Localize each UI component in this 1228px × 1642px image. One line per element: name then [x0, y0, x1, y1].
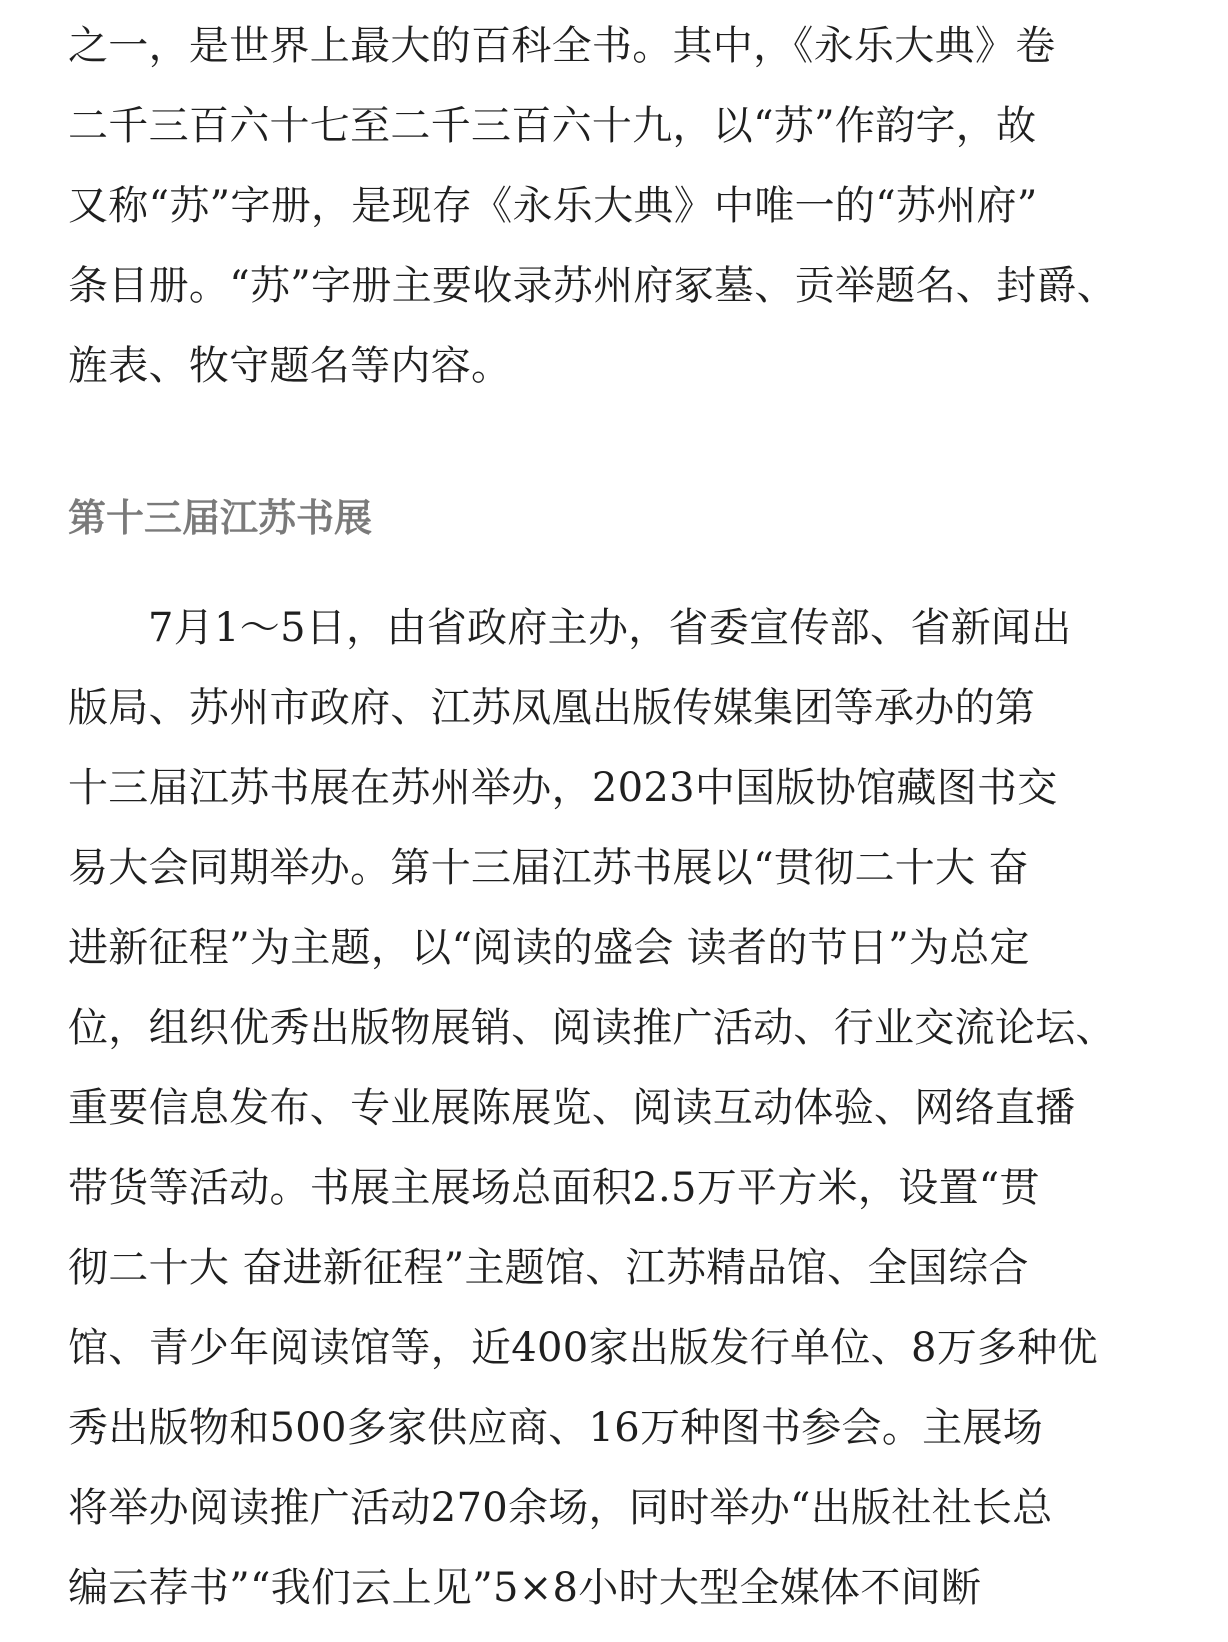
text-line: 秀出版物和500多家供应商、16万种图书参会。主展场	[68, 1405, 1044, 1451]
text-line: 版局、苏州市政府、江苏凤凰出版传媒集团等承办的第	[68, 685, 1036, 731]
text-line: 重要信息发布、专业展陈展览、阅读互动体验、网络直播	[68, 1085, 1076, 1131]
text-line: 7月1～5日，由省政府主办，省委宣传部、省新闻出	[148, 605, 1072, 651]
text-line: 又称“苏”字册，是现存《永乐大典》中唯一的“苏州府”	[68, 183, 1038, 229]
text-line: 之一，是世界上最大的百科全书。其中，《永乐大典》卷	[68, 23, 1056, 69]
text-line: 编云荐书”“我们云上见”5×8小时大型全媒体不间断	[68, 1565, 982, 1611]
text-line: 位，组织优秀出版物展销、阅读推广活动、行业交流论坛、	[68, 1005, 1116, 1051]
text-line: 进新征程”为主题，以“阅读的盛会 读者的节日”为总定	[68, 925, 1030, 971]
paragraph-book-fair	[68, 588, 1164, 1628]
text-line: 易大会同期举办。第十三届江苏书展以“贯彻二十大 奋	[68, 845, 1029, 891]
paragraph-continued	[68, 6, 1164, 406]
text-line: 十三届江苏书展在苏州举办，2023中国版协馆藏图书交	[68, 765, 1058, 811]
text-line: 旌表、牧守题名等内容。	[68, 343, 512, 389]
section-heading: 第十三届江苏书展	[68, 496, 373, 540]
text-line: 带货等活动。书展主展场总面积2.5万平方米，设置“贯	[68, 1165, 1040, 1211]
text-line: 将举办阅读推广活动270余场，同时举办“出版社社长总	[68, 1485, 1053, 1531]
text-line: 彻二十大 奋进新征程”主题馆、江苏精品馆、全国综合	[68, 1245, 1029, 1291]
document-page	[68, 6, 1164, 1628]
text-line: 条目册。“苏”字册主要收录苏州府冢墓、贡举题名、封爵、	[68, 263, 1117, 309]
text-line: 馆、青少年阅读馆等，近400家出版发行单位、8万多种优	[68, 1325, 1098, 1371]
text-line: 二千三百六十七至二千三百六十九，以“苏”作韵字，故	[68, 103, 1037, 149]
